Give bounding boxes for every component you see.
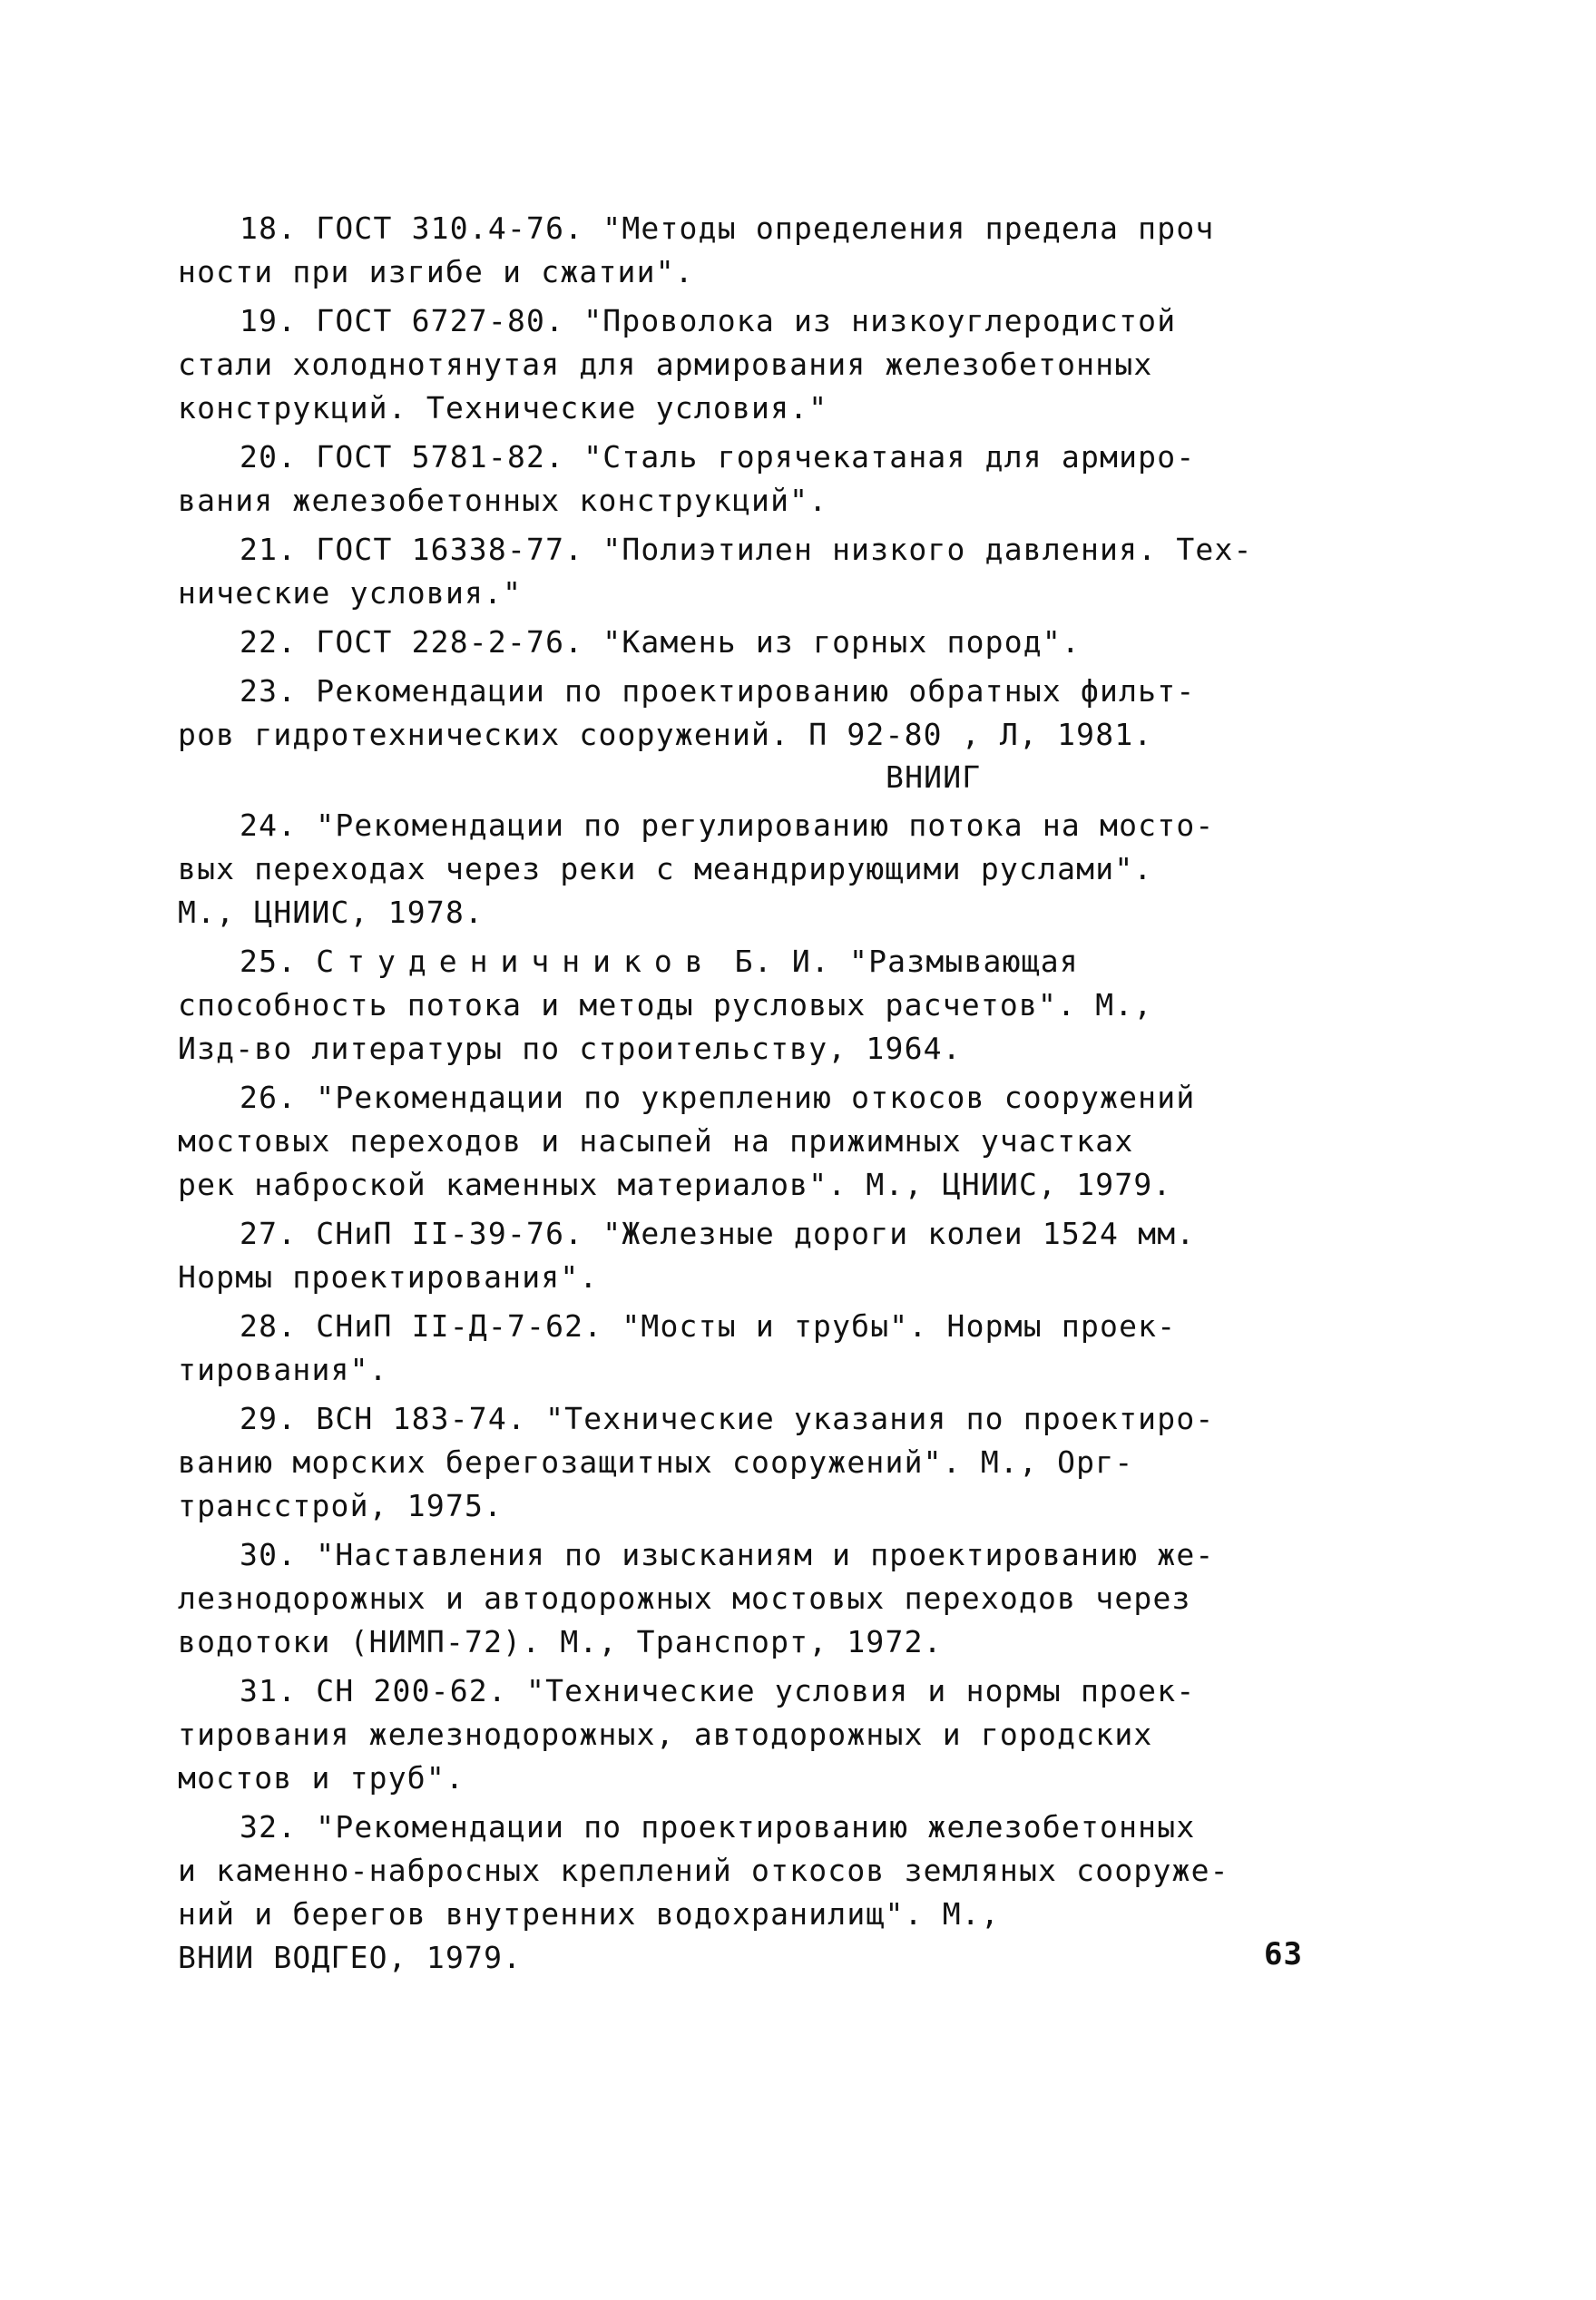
reference-line	[178, 940, 1376, 984]
reference-31	[178, 1669, 1376, 1800]
author-name: Студеничников	[316, 944, 716, 979]
reference-line: стали холоднотянутая для армирования железобетонных	[178, 347, 1153, 382]
reference-30	[178, 1533, 1376, 1664]
reference-27	[178, 1212, 1376, 1299]
reference-line: нические условия."	[178, 575, 523, 611]
reference-number: 25.	[240, 944, 298, 979]
reference-25	[178, 940, 1376, 1071]
reference-line: трансстрой, 1975.	[178, 1488, 504, 1523]
reference-line: вых переходах через реки с меандрирующими руслами".	[178, 851, 1153, 886]
reference-22	[178, 621, 1376, 664]
reference-line: 29. ВСН 183-74. "Технические указания по проектиро-	[240, 1401, 1215, 1436]
reference-organization: ВНИИГ	[886, 759, 982, 795]
reference-26	[178, 1076, 1376, 1207]
reference-line: Нормы проектирования".	[178, 1259, 599, 1295]
reference-line: конструкций. Технические условия."	[178, 390, 828, 426]
reference-19	[178, 299, 1376, 430]
reference-list	[178, 207, 1376, 1985]
reference-line: мостов и труб".	[178, 1760, 465, 1796]
reference-21	[178, 528, 1376, 615]
reference-line: 22. ГОСТ 228-2-76. "Камень из горных пород".	[240, 624, 1081, 660]
reference-line: рек наброской каменных материалов". М., ЦНИИС, 1979.	[178, 1167, 1172, 1202]
reference-line: вания железобетонных конструкций".	[178, 483, 828, 518]
reference-line: 20. ГОСТ 5781-82. "Сталь горячекатаная для армиро-	[240, 439, 1196, 475]
reference-line: 32. "Рекомендации по проектированию железобетонных	[240, 1809, 1196, 1845]
reference-line: М., ЦНИИС, 1978.	[178, 895, 485, 930]
reference-line: 30. "Наставления по изысканиям и проектированию же-	[240, 1537, 1215, 1572]
reference-line: ров гидротехнических сооружений. П 92-80 , Л, 1981.	[178, 717, 1153, 752]
reference-line: 26. "Рекомендации по укреплению откосов сооружений	[240, 1080, 1196, 1115]
page-number: 63	[1264, 1936, 1303, 1972]
reference-line: тирования".	[178, 1352, 388, 1387]
reference-line: ности при изгибе и сжатии".	[178, 254, 694, 289]
reference-line: 19. ГОСТ 6727-80. "Проволока из низкоуглеродистой	[240, 303, 1177, 338]
reference-29	[178, 1397, 1376, 1528]
reference-line: ВНИИ ВОДГЕО, 1979.	[178, 1940, 523, 1975]
reference-20	[178, 436, 1376, 523]
reference-title-start: Б. И. "Размывающая	[734, 944, 1079, 979]
reference-24	[178, 804, 1376, 935]
reference-line: тирования железнодорожных, автодорожных и городских	[178, 1717, 1153, 1752]
reference-line: 28. СНиП II-Д-7-62. "Мосты и трубы". Нормы проек-	[240, 1308, 1177, 1344]
reference-line: 23. Рекомендации по проектированию обратных фильт-	[240, 673, 1196, 709]
reference-line: 31. СН 200-62. "Технические условия и нормы проек-	[240, 1673, 1196, 1708]
reference-line: 18. ГОСТ 310.4-76. "Методы определения предела проч	[240, 210, 1215, 246]
reference-line: и каменно-набросных креплений откосов земляных сооруже-	[178, 1853, 1229, 1888]
reference-line: Изд-во литературы по строительству, 1964.	[178, 1031, 962, 1066]
reference-18	[178, 207, 1376, 294]
reference-line: 21. ГОСТ 16338-77. "Полиэтилен низкого давления. Тех-	[240, 532, 1253, 567]
reference-line: лезнодорожных и автодорожных мостовых переходов через	[178, 1581, 1191, 1616]
reference-line: ванию морских берегозащитных сооружений". М., Орг-	[178, 1444, 1134, 1480]
reference-line: 24. "Рекомендации по регулированию потока на мосто-	[240, 807, 1215, 843]
reference-32	[178, 1806, 1376, 1980]
reference-28	[178, 1305, 1376, 1392]
reference-23	[178, 670, 1376, 798]
reference-line: ний и берегов внутренних водохранилищ". М.,	[178, 1896, 1000, 1932]
reference-line: мостовых переходов и насыпей на прижимных участках	[178, 1123, 1134, 1159]
reference-line: водотоки (НИМП-72). М., Транспорт, 1972.	[178, 1624, 943, 1659]
reference-line: 27. СНиП II-39-76. "Железные дороги колеи 1524 мм.	[240, 1216, 1196, 1251]
reference-line: способность потока и методы русловых расчетов". М.,	[178, 987, 1153, 1023]
